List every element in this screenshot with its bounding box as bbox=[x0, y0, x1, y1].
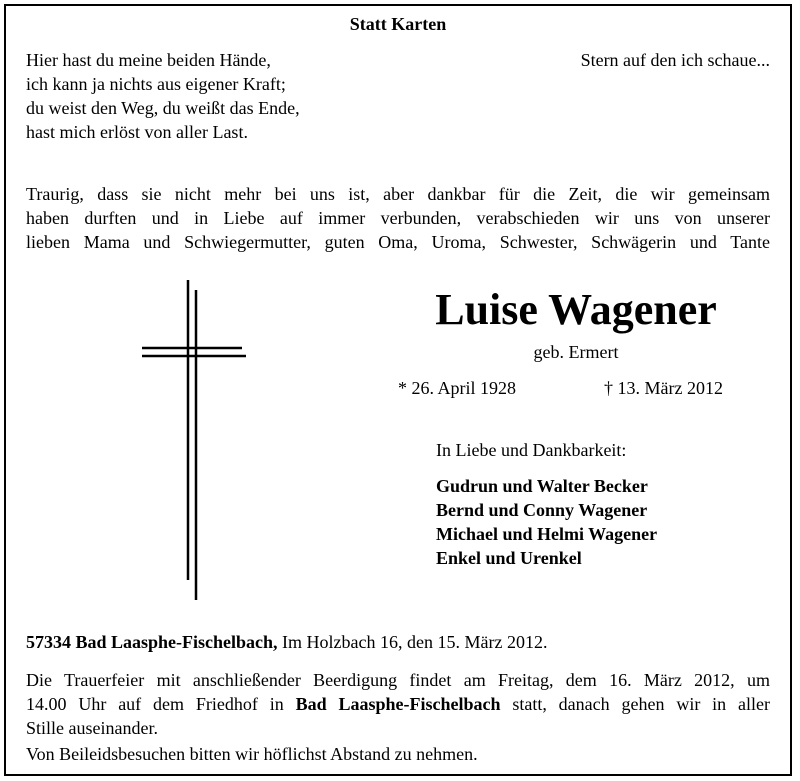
mourner-name: Michael und Helmi Wagener bbox=[436, 524, 658, 544]
funeral-line bbox=[26, 692, 770, 716]
poem-line: Hier hast du meine beiden Hände, bbox=[26, 50, 271, 70]
funeral-line: Stille auseinander. bbox=[26, 718, 158, 738]
notice-header: Statt Karten bbox=[349, 14, 447, 34]
cross-icon bbox=[138, 280, 248, 600]
funeral-info bbox=[26, 668, 770, 740]
mourners-intro: In Liebe und Dankbarkeit: bbox=[436, 440, 627, 460]
intro-line: lieben Mama und Schwiegermutter, guten Oma, Uroma, Schwester, Schwägerin und Tante bbox=[26, 232, 770, 252]
death-date: † 13. März 2012 bbox=[604, 378, 723, 398]
condolence-note: Von Beileidsbesuchen bitten wir höflichst Abstand zu nehmen. bbox=[26, 744, 478, 764]
obituary-notice bbox=[4, 4, 792, 776]
poem-block bbox=[26, 48, 300, 144]
funeral-text: statt, danach gehen wir in aller bbox=[500, 694, 770, 714]
address-line bbox=[26, 632, 547, 653]
poem-line: hast mich erlöst von aller Last. bbox=[26, 122, 248, 142]
intro-line: Traurig, dass sie nicht mehr bei uns ist, aber dankbar für die Zeit, die wir gemeinsam bbox=[26, 184, 770, 204]
mourner-name: Gudrun und Walter Becker bbox=[436, 476, 648, 496]
poem-line: du weist den Weg, du weißt das Ende, bbox=[26, 98, 300, 118]
mourner-name: Bernd und Conny Wagener bbox=[436, 500, 648, 520]
funeral-place: Bad Laasphe-Fischelbach bbox=[295, 694, 501, 714]
intro-paragraph bbox=[26, 182, 770, 254]
address-rest: Im Holzbach 16, den 15. März 2012. bbox=[277, 632, 548, 652]
address-place: 57334 Bad Laasphe-Fischelbach, bbox=[26, 632, 278, 652]
mourner-name: Enkel und Urenkel bbox=[436, 548, 582, 568]
funeral-line: Die Trauerfeier mit anschließender Beerdigung findet am Freitag, dem 16. März 2012, um bbox=[26, 670, 770, 690]
birth-date: * 26. April 1928 bbox=[398, 378, 517, 398]
funeral-text: 14.00 Uhr auf dem Friedhof in bbox=[26, 694, 296, 714]
maiden-name: geb. Ermert bbox=[533, 342, 619, 362]
poem-line: ich kann ja nichts aus eigener Kraft; bbox=[26, 74, 286, 94]
intro-line: haben durften und in Liebe auf immer verbunden, verabschieden wir uns von unserer bbox=[26, 208, 770, 228]
deceased-name: Luise Wagener bbox=[435, 285, 717, 334]
poem-epigraph: Stern auf den ich schaue... bbox=[580, 50, 770, 70]
mourners-list bbox=[436, 474, 657, 570]
